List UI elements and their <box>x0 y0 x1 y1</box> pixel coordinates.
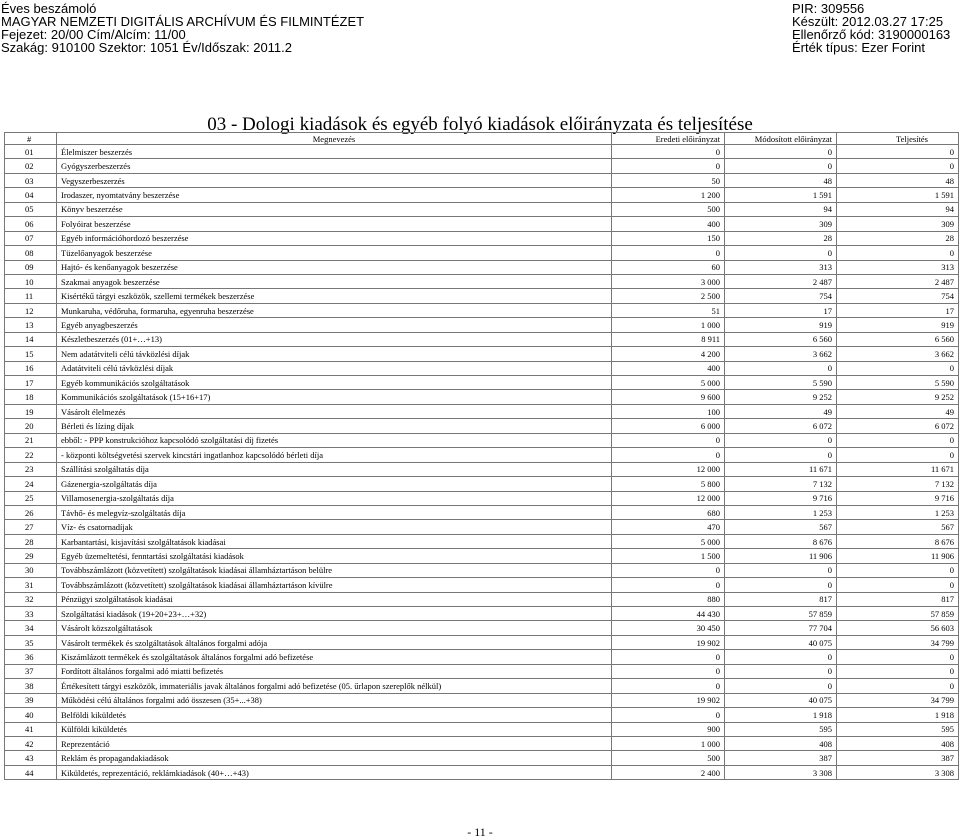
row-modified: 0 <box>725 664 837 678</box>
row-name: Gázenergia-szolgáltatás díja <box>57 477 612 491</box>
row-original: 0 <box>612 708 725 722</box>
table-row <box>5 173 959 187</box>
row-name: Kisértékű tárgyi eszközök, szellemi termékek beszerzése <box>57 289 612 303</box>
row-number: 23 <box>5 462 57 476</box>
row-name: Villamosenergia-szolgáltatás díja <box>57 491 612 505</box>
row-number: 16 <box>5 361 57 375</box>
row-performance: 0 <box>837 563 959 577</box>
row-performance: 3 662 <box>837 347 959 361</box>
row-name: Vegyszerbeszerzés <box>57 173 612 187</box>
row-number: 14 <box>5 332 57 346</box>
table-row <box>5 520 959 534</box>
table-row <box>5 765 959 779</box>
table-row <box>5 607 959 621</box>
row-modified: 567 <box>725 520 837 534</box>
row-number: 31 <box>5 578 57 592</box>
row-performance: 5 590 <box>837 376 959 390</box>
row-number: 44 <box>5 765 57 779</box>
row-original: 51 <box>612 303 725 317</box>
row-number: 39 <box>5 693 57 707</box>
row-name: Hajtó- és kenőanyagok beszerzése <box>57 260 612 274</box>
row-original: 0 <box>612 448 725 462</box>
row-modified: 48 <box>725 173 837 187</box>
row-performance: 1 918 <box>837 708 959 722</box>
row-performance: 0 <box>837 433 959 447</box>
row-number: 27 <box>5 520 57 534</box>
table-row <box>5 578 959 592</box>
row-original: 12 000 <box>612 462 725 476</box>
row-original: 0 <box>612 159 725 173</box>
row-original: 8 911 <box>612 332 725 346</box>
row-modified: 0 <box>725 159 837 173</box>
row-modified: 0 <box>725 679 837 693</box>
table-row <box>5 318 959 332</box>
page-number: - 11 - <box>467 825 493 839</box>
row-original: 880 <box>612 592 725 606</box>
row-modified: 754 <box>725 289 837 303</box>
row-performance: 8 676 <box>837 534 959 548</box>
sector-info: Szakág: 910100 Szektor: 1051 Év/Időszak: 2011.2 <box>1 40 293 55</box>
row-modified: 7 132 <box>725 477 837 491</box>
row-performance: 408 <box>837 736 959 750</box>
table-row <box>5 202 959 216</box>
row-performance: 567 <box>837 520 959 534</box>
row-modified: 1 591 <box>725 188 837 202</box>
row-modified: 309 <box>725 217 837 231</box>
row-original: 60 <box>612 260 725 274</box>
row-performance: 6 072 <box>837 419 959 433</box>
row-name: Kommunikációs szolgáltatások (15+16+17) <box>57 390 612 404</box>
table-row <box>5 274 959 288</box>
row-performance: 17 <box>837 303 959 317</box>
row-name: Külföldi kiküldetés <box>57 722 612 736</box>
row-modified: 6 072 <box>725 419 837 433</box>
table-row <box>5 679 959 693</box>
col-header-original: Eredeti előirányzat <box>612 133 725 145</box>
row-number: 22 <box>5 448 57 462</box>
row-performance: 309 <box>837 217 959 231</box>
row-performance: 595 <box>837 722 959 736</box>
row-performance: 9 252 <box>837 390 959 404</box>
row-performance: 1 253 <box>837 505 959 519</box>
table-row <box>5 433 959 447</box>
table-row <box>5 549 959 563</box>
value-type: Érték típus: Ezer Forint <box>792 40 925 55</box>
row-modified: 817 <box>725 592 837 606</box>
row-original: 100 <box>612 404 725 418</box>
table-row <box>5 390 959 404</box>
table-row <box>5 159 959 173</box>
row-number: 11 <box>5 289 57 303</box>
table-row <box>5 693 959 707</box>
row-number: 29 <box>5 549 57 563</box>
row-original: 0 <box>612 145 725 159</box>
row-number: 13 <box>5 318 57 332</box>
row-number: 19 <box>5 404 57 418</box>
row-performance: 7 132 <box>837 477 959 491</box>
row-name: ebből: - PPP konstrukcióhoz kapcsolódó szolgáltatási díj fizetés <box>57 433 612 447</box>
row-number: 04 <box>5 188 57 202</box>
row-modified: 11 671 <box>725 462 837 476</box>
row-original: 9 600 <box>612 390 725 404</box>
row-number: 02 <box>5 159 57 173</box>
row-number: 36 <box>5 650 57 664</box>
row-name: Irodaszer, nyomtatvány beszerzése <box>57 188 612 202</box>
row-original: 900 <box>612 722 725 736</box>
row-number: 10 <box>5 274 57 288</box>
expenditure-table <box>4 132 959 780</box>
row-name: Tüzelőanyagok beszerzése <box>57 246 612 260</box>
col-header-number: # <box>5 133 57 145</box>
row-modified: 0 <box>725 448 837 462</box>
row-original: 1 000 <box>612 736 725 750</box>
row-number: 01 <box>5 145 57 159</box>
row-original: 6 000 <box>612 419 725 433</box>
row-modified: 6 560 <box>725 332 837 346</box>
table-row <box>5 462 959 476</box>
row-original: 0 <box>612 679 725 693</box>
row-original: 30 450 <box>612 621 725 635</box>
row-performance: 0 <box>837 159 959 173</box>
row-original: 19 902 <box>612 693 725 707</box>
row-modified: 919 <box>725 318 837 332</box>
row-name: Könyv beszerzése <box>57 202 612 216</box>
row-original: 0 <box>612 246 725 260</box>
row-original: 500 <box>612 751 725 765</box>
row-performance: 2 487 <box>837 274 959 288</box>
row-modified: 3 308 <box>725 765 837 779</box>
row-original: 3 000 <box>612 274 725 288</box>
row-name: Reklám és propagandakiadások <box>57 751 612 765</box>
row-modified: 40 075 <box>725 693 837 707</box>
row-number: 21 <box>5 433 57 447</box>
page-title-text: 03 - Dologi kiadások és egyéb folyó kiadások előirányzata és teljesítése <box>207 114 753 135</box>
table-row <box>5 303 959 317</box>
row-name: Egyéb információhordozó beszerzése <box>57 231 612 245</box>
row-number: 33 <box>5 607 57 621</box>
row-performance: 754 <box>837 289 959 303</box>
row-number: 18 <box>5 390 57 404</box>
row-performance: 0 <box>837 361 959 375</box>
row-name: Továbbszámlázott (közvetített) szolgáltatások kiadásai államháztartáson kívülre <box>57 578 612 592</box>
row-modified: 57 859 <box>725 607 837 621</box>
row-name: Szolgáltatási kiadások (19+20+23+…+32) <box>57 607 612 621</box>
row-performance: 0 <box>837 145 959 159</box>
report-type: Éves beszámoló <box>1 1 97 16</box>
row-modified: 408 <box>725 736 837 750</box>
row-number: 12 <box>5 303 57 317</box>
row-modified: 0 <box>725 578 837 592</box>
row-performance: 1 591 <box>837 188 959 202</box>
row-name: Munkaruha, védőruha, formaruha, egyenruha beszerzése <box>57 303 612 317</box>
row-original: 5 800 <box>612 477 725 491</box>
row-performance: 34 799 <box>837 635 959 649</box>
row-number: 06 <box>5 217 57 231</box>
table-row <box>5 347 959 361</box>
row-modified: 1 253 <box>725 505 837 519</box>
row-number: 07 <box>5 231 57 245</box>
row-performance: 49 <box>837 404 959 418</box>
row-performance: 919 <box>837 318 959 332</box>
row-name: Értékesített tárgyi eszközök, immateriális javak általános forgalmi adó befizetése (05. űrlapon szereplők nélkül) <box>57 679 612 693</box>
row-number: 08 <box>5 246 57 260</box>
row-name: Élelmiszer beszerzés <box>57 145 612 159</box>
table-row <box>5 231 959 245</box>
table-row <box>5 708 959 722</box>
table-row <box>5 621 959 635</box>
row-number: 43 <box>5 751 57 765</box>
row-number: 15 <box>5 347 57 361</box>
table-header-row <box>5 133 959 145</box>
row-number: 34 <box>5 621 57 635</box>
row-original: 5 000 <box>612 534 725 548</box>
row-performance: 313 <box>837 260 959 274</box>
row-name: Adatátviteli célú távközlési díjak <box>57 361 612 375</box>
table-row <box>5 736 959 750</box>
row-original: 4 200 <box>612 347 725 361</box>
row-name: Szakmai anyagok beszerzése <box>57 274 612 288</box>
row-number: 40 <box>5 708 57 722</box>
row-original: 5 000 <box>612 376 725 390</box>
row-name: Vásárolt közszolgáltatások <box>57 621 612 635</box>
table-row <box>5 505 959 519</box>
row-performance: 0 <box>837 448 959 462</box>
table-row <box>5 332 959 346</box>
row-name: Kiküldetés, reprezentáció, reklámkiadások (40+…+43) <box>57 765 612 779</box>
row-modified: 40 075 <box>725 635 837 649</box>
row-number: 28 <box>5 534 57 548</box>
table-row <box>5 477 959 491</box>
row-number: 30 <box>5 563 57 577</box>
row-original: 400 <box>612 217 725 231</box>
table-row <box>5 650 959 664</box>
row-name: Gyógyszerbeszerzés <box>57 159 612 173</box>
row-number: 38 <box>5 679 57 693</box>
row-number: 17 <box>5 376 57 390</box>
table-row <box>5 419 959 433</box>
row-name: Karbantartási, kisjavítási szolgáltatások kiadásai <box>57 534 612 548</box>
row-name: Nem adatátviteli célú távközlési díjak <box>57 347 612 361</box>
row-modified: 387 <box>725 751 837 765</box>
row-name: Egyéb anyagbeszerzés <box>57 318 612 332</box>
row-name: Pénzügyi szolgáltatások kiadásai <box>57 592 612 606</box>
table-row <box>5 534 959 548</box>
row-modified: 17 <box>725 303 837 317</box>
row-original: 0 <box>612 578 725 592</box>
row-number: 09 <box>5 260 57 274</box>
control-code: Ellenőrző kód: 3190000163 <box>792 27 951 42</box>
row-performance: 34 799 <box>837 693 959 707</box>
table-row <box>5 361 959 375</box>
row-name: Kiszámlázott termékek és szolgáltatások általános forgalmi adó befizetése <box>57 650 612 664</box>
col-header-modified: Módosított előirányzat <box>725 133 837 145</box>
row-modified: 0 <box>725 650 837 664</box>
table-row <box>5 722 959 736</box>
table-row <box>5 491 959 505</box>
row-original: 50 <box>612 173 725 187</box>
row-modified: 313 <box>725 260 837 274</box>
row-modified: 0 <box>725 361 837 375</box>
row-name: Bérleti és lízing díjak <box>57 419 612 433</box>
row-original: 2 500 <box>612 289 725 303</box>
row-name: Szállítási szolgáltatás díja <box>57 462 612 476</box>
row-number: 20 <box>5 419 57 433</box>
row-original: 0 <box>612 664 725 678</box>
row-modified: 8 676 <box>725 534 837 548</box>
row-name: Reprezentáció <box>57 736 612 750</box>
row-performance: 56 603 <box>837 621 959 635</box>
row-modified: 0 <box>725 433 837 447</box>
row-name: Folyóirat beszerzése <box>57 217 612 231</box>
row-original: 12 000 <box>612 491 725 505</box>
row-original: 0 <box>612 563 725 577</box>
row-original: 470 <box>612 520 725 534</box>
row-number: 25 <box>5 491 57 505</box>
table-row <box>5 751 959 765</box>
row-performance: 6 560 <box>837 332 959 346</box>
table-row <box>5 448 959 462</box>
row-number: 32 <box>5 592 57 606</box>
table-row <box>5 592 959 606</box>
row-performance: 387 <box>837 751 959 765</box>
row-name: Belföldi kiküldetés <box>57 708 612 722</box>
row-original: 150 <box>612 231 725 245</box>
row-original: 500 <box>612 202 725 216</box>
table-row <box>5 563 959 577</box>
row-performance: 28 <box>837 231 959 245</box>
row-original: 1 500 <box>612 549 725 563</box>
row-number: 05 <box>5 202 57 216</box>
row-performance: 11 906 <box>837 549 959 563</box>
row-modified: 0 <box>725 145 837 159</box>
row-modified: 595 <box>725 722 837 736</box>
row-name: Fordított általános forgalmi adó miatti befizetés <box>57 664 612 678</box>
row-name: Készletbeszerzés (01+…+13) <box>57 332 612 346</box>
row-modified: 1 918 <box>725 708 837 722</box>
table-row <box>5 260 959 274</box>
row-name: Továbbszámlázott (közvetített) szolgáltatások kiadásai államháztartáson belülre <box>57 563 612 577</box>
institution-name: MAGYAR NEMZETI DIGITÁLIS ARCHÍVUM ÉS FILMINTÉZET <box>1 14 365 29</box>
row-original: 2 400 <box>612 765 725 779</box>
row-performance: 48 <box>837 173 959 187</box>
col-header-name: Megnevezés <box>57 133 612 145</box>
row-original: 1 200 <box>612 188 725 202</box>
row-number: 35 <box>5 635 57 649</box>
row-name: Egyéb kommunikációs szolgáltatások <box>57 376 612 390</box>
row-number: 42 <box>5 736 57 750</box>
row-number: 26 <box>5 505 57 519</box>
row-performance: 0 <box>837 650 959 664</box>
table-row <box>5 188 959 202</box>
table-row <box>5 404 959 418</box>
row-original: 19 902 <box>612 635 725 649</box>
table-row <box>5 664 959 678</box>
row-modified: 3 662 <box>725 347 837 361</box>
row-number: 24 <box>5 477 57 491</box>
row-performance: 0 <box>837 664 959 678</box>
table-row <box>5 376 959 390</box>
row-original: 1 000 <box>612 318 725 332</box>
row-performance: 57 859 <box>837 607 959 621</box>
row-performance: 0 <box>837 246 959 260</box>
table-row <box>5 246 959 260</box>
row-modified: 94 <box>725 202 837 216</box>
table-row <box>5 635 959 649</box>
row-modified: 5 590 <box>725 376 837 390</box>
row-original: 0 <box>612 650 725 664</box>
row-modified: 0 <box>725 563 837 577</box>
row-number: 41 <box>5 722 57 736</box>
row-performance: 94 <box>837 202 959 216</box>
row-name: Víz- és csatornadíjak <box>57 520 612 534</box>
row-performance: 3 308 <box>837 765 959 779</box>
row-name: Egyéb üzemeltetési, fenntartási szolgáltatási kiadások <box>57 549 612 563</box>
row-performance: 0 <box>837 679 959 693</box>
row-performance: 11 671 <box>837 462 959 476</box>
table-row <box>5 289 959 303</box>
row-original: 400 <box>612 361 725 375</box>
row-modified: 0 <box>725 246 837 260</box>
row-performance: 9 716 <box>837 491 959 505</box>
row-name: Távhő- és melegvíz-szolgáltatás díja <box>57 505 612 519</box>
row-performance: 817 <box>837 592 959 606</box>
row-modified: 9 252 <box>725 390 837 404</box>
table-row <box>5 145 959 159</box>
created-date: Készült: 2012.03.27 17:25 <box>792 14 944 29</box>
row-name: Működési célú általános forgalmi adó összesen (35+...+38) <box>57 693 612 707</box>
row-modified: 9 716 <box>725 491 837 505</box>
pir-number: PIR: 309556 <box>792 1 865 16</box>
row-modified: 49 <box>725 404 837 418</box>
row-original: 680 <box>612 505 725 519</box>
row-name: Vásárolt élelmezés <box>57 404 612 418</box>
row-original: 44 430 <box>612 607 725 621</box>
row-number: 37 <box>5 664 57 678</box>
table-row <box>5 217 959 231</box>
row-modified: 11 906 <box>725 549 837 563</box>
row-number: 03 <box>5 173 57 187</box>
col-header-performance: Teljesítés <box>837 133 959 145</box>
row-name: Vásárolt termékek és szolgáltatások általános forgalmi adója <box>57 635 612 649</box>
row-modified: 28 <box>725 231 837 245</box>
row-modified: 77 704 <box>725 621 837 635</box>
row-modified: 2 487 <box>725 274 837 288</box>
row-original: 0 <box>612 433 725 447</box>
chapter-info: Fejezet: 20/00 Cím/Alcím: 11/00 <box>1 27 186 42</box>
row-name: - központi költségvetési szervek kincstári ingatlanhoz kapcsolódó bérleti díja <box>57 448 612 462</box>
row-performance: 0 <box>837 578 959 592</box>
